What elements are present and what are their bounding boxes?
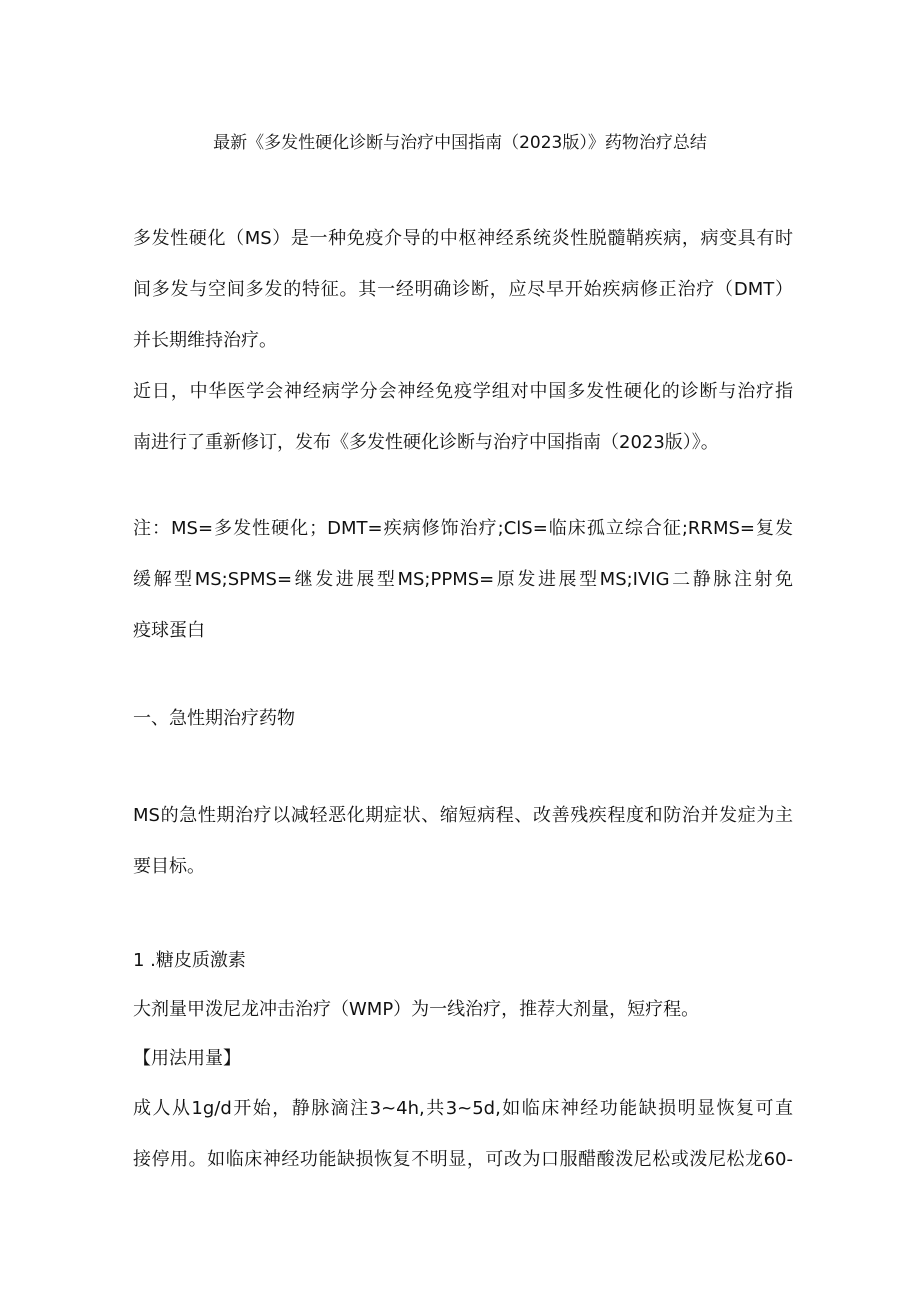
glucocorticoid-text: 大剂量甲泼尼龙冲击治疗（WMP）为一线治疗，推荐大剂量，短疗程。	[133, 999, 700, 1020]
usage-dosage-heading: 【用法用量】	[133, 1048, 241, 1069]
dosage-line-2: 接停用。如临床神经功能缺损恢复不明显，可改为口服醋酸泼尼松或泼尼松龙60-	[133, 1149, 793, 1170]
section-heading-acute-treatment: 一、急性期治疗药物	[133, 708, 295, 729]
dosage-paragraph	[133, 1083, 793, 1185]
intro-paragraph	[133, 213, 793, 468]
intro-line-2: 间多发与空间多发的特征。其一经明确诊断，应尽早开始疾病修正治疗（DMT）	[133, 279, 793, 300]
intro-line-1: 多发性硬化（MS）是一种免疫介导的中枢神经系统炎性脱髓鞘疾病，病变具有时	[133, 228, 793, 249]
intro-line-4: 近日，中华医学会神经病学分会神经免疫学组对中国多发性硬化的诊断与治疗指	[133, 381, 793, 402]
dosage-line-1: 成人从1g/d开始，静脉滴注3~4h,共3~5d,如临床神经功能缺损明显恢复可直	[133, 1098, 793, 1119]
note-line-1: 注：MS=多发性硬化；DMT=疾病修饰治疗;ClS=临床孤立综合征;RRMS=复发	[133, 518, 793, 539]
subsection-heading-glucocorticoids: 1 .糖皮质激素	[133, 950, 246, 971]
acute-line-1: MS的急性期治疗以减轻恶化期症状、缩短病程、改善残疾程度和防治并发症为主	[133, 805, 793, 826]
intro-line-5: 南进行了重新修订，发布《多发性硬化诊断与治疗中国指南（2023版）》。	[133, 432, 719, 453]
acute-line-2: 要目标。	[133, 856, 205, 877]
document-title: 最新《多发性硬化诊断与治疗中国指南（2023版）》药物治疗总结	[213, 133, 707, 153]
abbreviation-note	[133, 503, 793, 656]
note-line-2: 缓解型MS;SPMS=继发进展型MS;PPMS=原发进展型MS;IVIG二静脉注射免	[133, 569, 793, 590]
intro-line-3: 并长期维持治疗。	[133, 330, 277, 351]
acute-treatment-paragraph	[133, 790, 793, 892]
note-line-3: 疫球蛋白	[133, 620, 205, 641]
